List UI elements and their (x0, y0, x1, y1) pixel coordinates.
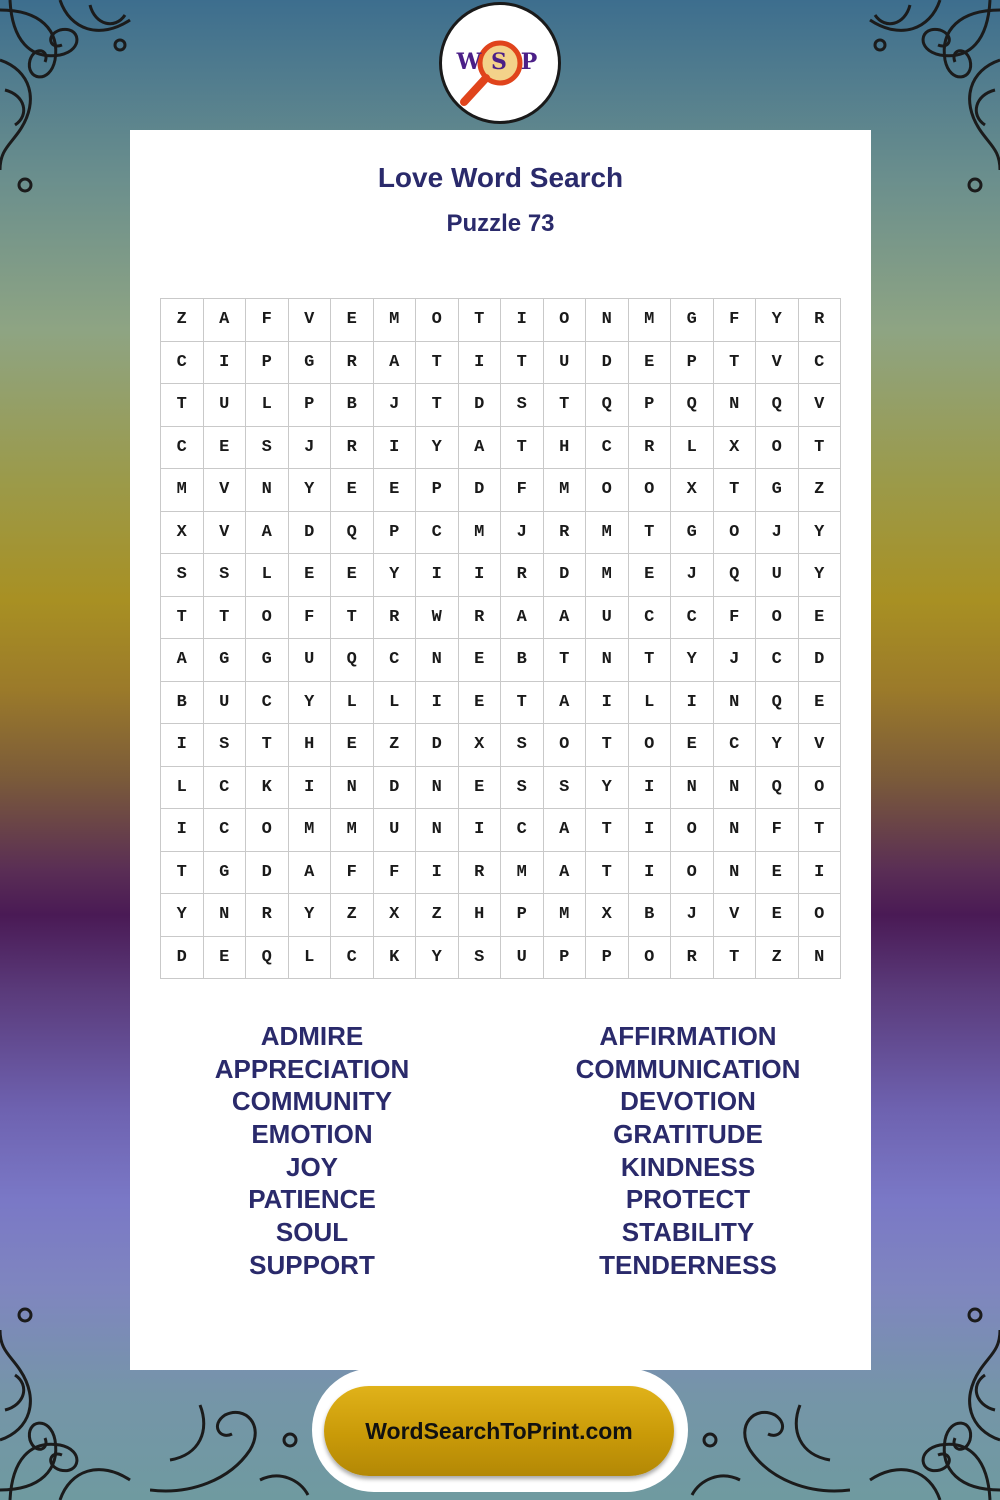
grid-cell[interactable]: M (374, 299, 417, 342)
grid-cell[interactable]: Y (289, 469, 332, 512)
grid-cell[interactable]: C (374, 639, 417, 682)
grid-cell[interactable]: M (161, 469, 204, 512)
grid-cell[interactable]: X (161, 512, 204, 555)
grid-cell[interactable]: O (246, 809, 289, 852)
grid-cell[interactable]: I (161, 809, 204, 852)
grid-cell[interactable]: I (671, 682, 714, 725)
scroll-ornament-bottom-right (690, 1370, 850, 1500)
word-list-item: SOUL (275, 1217, 349, 1248)
grid-cell[interactable]: H (459, 894, 502, 937)
grid-cell[interactable]: F (756, 809, 799, 852)
grid-cell[interactable]: I (374, 427, 417, 470)
grid-cell[interactable]: T (586, 724, 629, 767)
grid-cell[interactable]: O (629, 469, 672, 512)
grid-cell[interactable]: O (629, 724, 672, 767)
word-list-item: ADMIRE (260, 1021, 364, 1051)
grid-cell[interactable]: A (544, 809, 587, 852)
grid-cell[interactable]: C (501, 809, 544, 852)
grid-cell[interactable]: J (374, 384, 417, 427)
grid-cell[interactable]: I (459, 809, 502, 852)
word-list-item: EMOTION (251, 1119, 373, 1150)
grid-cell[interactable]: A (161, 639, 204, 682)
grid-cell[interactable]: Y (586, 767, 629, 810)
logo-letter-w: W (456, 49, 484, 75)
footer-button-frame (312, 1368, 688, 1492)
grid-cell[interactable]: G (204, 852, 247, 895)
word-list-item: GRATITUDE (613, 1119, 763, 1150)
grid-cell[interactable]: U (204, 384, 247, 427)
grid-cell[interactable]: M (501, 852, 544, 895)
word-list-item: COMMUNICATION (575, 1053, 801, 1084)
grid-cell[interactable]: D (586, 342, 629, 385)
grid-cell[interactable]: Q (714, 554, 757, 597)
grid-cell[interactable]: C (416, 512, 459, 555)
grid-cell[interactable]: N (204, 894, 247, 937)
grid-cell[interactable]: D (459, 469, 502, 512)
grid-cell[interactable]: P (289, 384, 332, 427)
grid-cell[interactable]: B (629, 894, 672, 937)
grid-cell[interactable]: O (756, 427, 799, 470)
grid-cell[interactable]: Y (289, 894, 332, 937)
grid-cell[interactable]: I (629, 809, 672, 852)
grid-cell[interactable]: C (671, 597, 714, 640)
grid-cell[interactable]: O (799, 767, 842, 810)
grid-cell[interactable]: J (671, 894, 714, 937)
grid-cell[interactable]: B (161, 682, 204, 725)
grid-cell[interactable]: E (671, 724, 714, 767)
grid-cell[interactable]: E (331, 469, 374, 512)
grid-cell[interactable]: I (459, 554, 502, 597)
word-list-item: PATIENCE (248, 1184, 376, 1215)
grid-cell[interactable]: V (714, 894, 757, 937)
grid-cell[interactable]: E (756, 852, 799, 895)
grid-cell[interactable]: W (416, 597, 459, 640)
grid-cell[interactable]: N (416, 809, 459, 852)
grid-cell[interactable]: N (416, 767, 459, 810)
grid-cell[interactable]: R (799, 299, 842, 342)
grid-cell[interactable]: G (756, 469, 799, 512)
page-title: Love Word Search (377, 162, 624, 193)
grid-cell[interactable]: D (416, 724, 459, 767)
grid-cell[interactable]: V (756, 342, 799, 385)
grid-cell[interactable]: Q (756, 767, 799, 810)
grid-cell[interactable]: I (416, 682, 459, 725)
website-button[interactable]: WordSearchToPrint.com (324, 1386, 674, 1476)
grid-cell[interactable]: Q (331, 512, 374, 555)
word-list-item: AFFIRMATION (599, 1021, 777, 1051)
grid-cell[interactable]: U (204, 682, 247, 725)
grid-cell[interactable]: L (289, 937, 332, 980)
grid-cell[interactable]: T (161, 384, 204, 427)
grid-cell[interactable]: L (331, 682, 374, 725)
grid-cell[interactable]: R (331, 342, 374, 385)
grid-cell[interactable]: R (459, 597, 502, 640)
grid-cell[interactable]: Y (161, 894, 204, 937)
grid-cell[interactable]: M (586, 554, 629, 597)
grid-cell[interactable]: F (289, 597, 332, 640)
grid-cell[interactable]: N (331, 767, 374, 810)
grid-cell[interactable]: Q (586, 384, 629, 427)
grid-cell[interactable]: A (544, 852, 587, 895)
grid-cell[interactable]: S (544, 767, 587, 810)
grid-cell[interactable]: I (629, 852, 672, 895)
grid-cell[interactable]: D (246, 852, 289, 895)
grid-cell[interactable]: E (459, 639, 502, 682)
grid-cell[interactable]: I (204, 342, 247, 385)
grid-cell[interactable]: Q (331, 639, 374, 682)
grid-cell[interactable]: T (799, 809, 842, 852)
grid-cell[interactable]: E (756, 894, 799, 937)
grid-cell[interactable]: Y (799, 554, 842, 597)
grid-cell[interactable]: L (246, 554, 289, 597)
corner-ornament-bottom-right (860, 1300, 1000, 1500)
grid-cell[interactable]: N (416, 639, 459, 682)
grid-cell[interactable]: O (671, 809, 714, 852)
grid-cell[interactable]: N (586, 639, 629, 682)
grid-cell[interactable]: O (544, 299, 587, 342)
grid-cell[interactable]: Z (416, 894, 459, 937)
puzzle-number: Puzzle 73 (446, 210, 555, 237)
grid-cell[interactable]: M (544, 469, 587, 512)
grid-cell[interactable]: O (586, 469, 629, 512)
grid-cell[interactable]: R (246, 894, 289, 937)
grid-cell[interactable]: M (586, 512, 629, 555)
grid-cell[interactable]: S (501, 384, 544, 427)
grid-cell[interactable]: O (416, 299, 459, 342)
grid-cell[interactable]: N (246, 469, 289, 512)
grid-cell[interactable]: K (374, 937, 417, 980)
grid-cell[interactable]: A (374, 342, 417, 385)
grid-cell[interactable]: O (671, 852, 714, 895)
grid-cell[interactable]: Z (799, 469, 842, 512)
grid-cell[interactable]: Y (756, 299, 799, 342)
grid-cell[interactable]: Q (756, 682, 799, 725)
grid-cell[interactable]: T (544, 639, 587, 682)
grid-cell[interactable]: F (374, 852, 417, 895)
grid-cell[interactable]: X (714, 427, 757, 470)
grid-cell[interactable]: A (544, 682, 587, 725)
grid-cell[interactable]: S (246, 427, 289, 470)
grid-cell[interactable]: O (756, 597, 799, 640)
grid-cell[interactable]: T (331, 597, 374, 640)
grid-cell[interactable]: D (544, 554, 587, 597)
grid-cell[interactable]: U (374, 809, 417, 852)
word-list-item: TENDERNESS (599, 1249, 777, 1280)
word-list-item: DEVOTION (620, 1086, 756, 1117)
grid-cell[interactable]: L (161, 767, 204, 810)
grid-cell[interactable]: G (289, 342, 332, 385)
grid-cell[interactable]: X (459, 724, 502, 767)
wsp-logo (439, 2, 561, 124)
grid-cell[interactable]: Y (799, 512, 842, 555)
grid-cell[interactable]: C (204, 767, 247, 810)
grid-cell[interactable]: P (374, 512, 417, 555)
grid-cell[interactable]: Z (374, 724, 417, 767)
grid-cell[interactable]: V (289, 299, 332, 342)
grid-cell[interactable]: U (756, 554, 799, 597)
grid-cell[interactable]: A (204, 299, 247, 342)
grid-cell[interactable]: A (501, 597, 544, 640)
grid-cell[interactable]: C (246, 682, 289, 725)
grid-cell[interactable]: J (671, 554, 714, 597)
grid-cell[interactable]: C (629, 597, 672, 640)
grid-cell[interactable]: I (161, 724, 204, 767)
grid-cell[interactable]: M (544, 894, 587, 937)
grid-cell[interactable]: Q (756, 384, 799, 427)
grid-cell[interactable]: J (289, 427, 332, 470)
grid-cell[interactable]: D (799, 639, 842, 682)
grid-cell[interactable]: C (161, 427, 204, 470)
grid-cell[interactable]: T (586, 809, 629, 852)
grid-cell[interactable]: T (799, 427, 842, 470)
grid-cell[interactable]: P (671, 342, 714, 385)
grid-cell[interactable]: R (331, 427, 374, 470)
grid-cell[interactable]: V (204, 512, 247, 555)
grid-cell[interactable]: E (331, 299, 374, 342)
grid-cell[interactable]: S (459, 937, 502, 980)
grid-cell[interactable]: G (671, 299, 714, 342)
grid-cell[interactable]: H (544, 427, 587, 470)
grid-cell[interactable]: T (714, 342, 757, 385)
grid-cell[interactable]: J (756, 512, 799, 555)
corner-ornament-bottom-left (0, 1300, 140, 1500)
grid-cell[interactable]: V (204, 469, 247, 512)
word-list-item: COMMUNITY (231, 1086, 393, 1117)
grid-cell[interactable]: T (246, 724, 289, 767)
grid-cell[interactable]: M (459, 512, 502, 555)
word-list-left (162, 1020, 462, 1282)
grid-cell[interactable]: R (544, 512, 587, 555)
grid-cell[interactable]: D (161, 937, 204, 980)
grid-cell[interactable]: I (586, 682, 629, 725)
corner-ornament-top-left (0, 0, 140, 200)
grid-cell[interactable]: D (459, 384, 502, 427)
grid-cell[interactable]: G (246, 639, 289, 682)
grid-cell[interactable]: C (714, 724, 757, 767)
grid-cell[interactable]: R (629, 427, 672, 470)
word-list-item: KINDNESS (620, 1151, 756, 1182)
grid-cell[interactable]: C (161, 342, 204, 385)
grid-cell[interactable]: U (586, 597, 629, 640)
grid-cell[interactable]: O (246, 597, 289, 640)
grid-cell[interactable]: S (204, 724, 247, 767)
grid-cell[interactable]: D (289, 512, 332, 555)
grid-cell[interactable]: T (501, 342, 544, 385)
grid-cell[interactable]: F (714, 597, 757, 640)
grid-cell[interactable]: P (501, 894, 544, 937)
grid-cell[interactable]: S (161, 554, 204, 597)
grid-cell[interactable]: S (501, 724, 544, 767)
word-list-item: PROTECT (625, 1184, 751, 1215)
grid-cell[interactable]: T (629, 639, 672, 682)
grid-cell[interactable]: B (331, 384, 374, 427)
grid-cell[interactable]: Q (246, 937, 289, 980)
grid-cell[interactable]: Y (756, 724, 799, 767)
grid-cell[interactable]: C (331, 937, 374, 980)
grid-cell[interactable]: F (501, 469, 544, 512)
letter-grid (160, 298, 841, 979)
grid-cell[interactable]: C (586, 427, 629, 470)
grid-cell[interactable]: T (544, 384, 587, 427)
grid-cell[interactable]: D (374, 767, 417, 810)
grid-cell[interactable]: O (629, 937, 672, 980)
grid-cell[interactable]: Y (374, 554, 417, 597)
word-list-right (538, 1020, 838, 1282)
grid-cell[interactable]: K (246, 767, 289, 810)
grid-cell[interactable]: I (416, 554, 459, 597)
grid-cell[interactable]: N (714, 384, 757, 427)
grid-cell[interactable]: I (416, 852, 459, 895)
grid-cell[interactable]: J (501, 512, 544, 555)
grid-cell[interactable]: N (714, 809, 757, 852)
grid-cell[interactable]: E (331, 724, 374, 767)
grid-cell[interactable]: F (246, 299, 289, 342)
grid-cell[interactable]: N (714, 682, 757, 725)
grid-cell[interactable]: T (416, 342, 459, 385)
grid-cell[interactable]: N (714, 852, 757, 895)
grid-cell[interactable]: L (671, 427, 714, 470)
grid-cell[interactable]: T (501, 682, 544, 725)
grid-cell[interactable]: G (671, 512, 714, 555)
grid-cell[interactable]: A (289, 852, 332, 895)
grid-cell[interactable]: T (501, 427, 544, 470)
grid-cell[interactable]: L (374, 682, 417, 725)
grid-cell[interactable]: T (629, 512, 672, 555)
grid-cell[interactable]: V (799, 384, 842, 427)
grid-cell[interactable]: E (799, 682, 842, 725)
grid-cell[interactable]: X (374, 894, 417, 937)
grid-cell[interactable]: X (586, 894, 629, 937)
grid-cell[interactable]: P (246, 342, 289, 385)
word-list-item: SUPPORT (249, 1249, 375, 1280)
grid-cell[interactable]: E (374, 469, 417, 512)
grid-cell[interactable]: A (459, 427, 502, 470)
grid-cell[interactable]: E (799, 597, 842, 640)
grid-cell[interactable]: E (289, 554, 332, 597)
grid-cell[interactable]: E (204, 427, 247, 470)
corner-ornament-top-right (860, 0, 1000, 200)
grid-cell[interactable]: V (799, 724, 842, 767)
grid-cell[interactable]: L (629, 682, 672, 725)
grid-cell[interactable]: E (331, 554, 374, 597)
grid-cell[interactable]: E (629, 342, 672, 385)
grid-cell[interactable]: I (289, 767, 332, 810)
grid-cell[interactable]: L (246, 384, 289, 427)
grid-cell[interactable]: R (374, 597, 417, 640)
grid-cell[interactable]: Z (756, 937, 799, 980)
grid-cell[interactable]: E (629, 554, 672, 597)
grid-cell[interactable]: T (161, 597, 204, 640)
grid-cell[interactable]: Z (331, 894, 374, 937)
word-list-item: JOY (285, 1151, 339, 1182)
grid-cell[interactable]: S (204, 554, 247, 597)
grid-cell[interactable]: Y (416, 937, 459, 980)
grid-cell[interactable]: P (416, 469, 459, 512)
grid-cell[interactable]: A (246, 512, 289, 555)
grid-cell[interactable]: T (714, 937, 757, 980)
grid-cell[interactable]: O (714, 512, 757, 555)
grid-cell[interactable]: X (671, 469, 714, 512)
grid-cell[interactable]: Y (671, 639, 714, 682)
grid-cell[interactable]: H (289, 724, 332, 767)
grid-cell[interactable]: T (714, 469, 757, 512)
grid-cell[interactable]: E (459, 682, 502, 725)
grid-cell[interactable]: C (756, 639, 799, 682)
grid-cell[interactable]: S (501, 767, 544, 810)
grid-cell[interactable]: I (459, 342, 502, 385)
grid-cell[interactable]: J (714, 639, 757, 682)
grid-cell[interactable]: Y (289, 682, 332, 725)
grid-cell[interactable]: N (671, 767, 714, 810)
grid-cell[interactable]: T (161, 852, 204, 895)
grid-cell[interactable]: O (544, 724, 587, 767)
word-list-item: STABILITY (621, 1217, 755, 1248)
grid-cell[interactable]: T (416, 384, 459, 427)
grid-cell[interactable]: C (799, 342, 842, 385)
grid-cell[interactable]: T (459, 299, 502, 342)
grid-cell[interactable]: I (629, 767, 672, 810)
grid-cell[interactable]: A (544, 597, 587, 640)
scroll-ornament-bottom-left (150, 1370, 310, 1500)
grid-cell[interactable]: Q (671, 384, 714, 427)
grid-cell[interactable]: F (331, 852, 374, 895)
grid-cell[interactable]: P (586, 937, 629, 980)
grid-cell[interactable]: R (459, 852, 502, 895)
grid-cell[interactable]: P (544, 937, 587, 980)
grid-cell[interactable]: M (629, 299, 672, 342)
grid-cell[interactable]: T (586, 852, 629, 895)
grid-cell[interactable]: U (544, 342, 587, 385)
grid-cell[interactable]: M (289, 809, 332, 852)
grid-cell[interactable]: Y (416, 427, 459, 470)
grid-cell[interactable]: B (501, 639, 544, 682)
grid-cell[interactable]: U (289, 639, 332, 682)
grid-cell[interactable]: Z (161, 299, 204, 342)
grid-cell[interactable]: N (799, 937, 842, 980)
grid-cell[interactable]: T (204, 597, 247, 640)
grid-cell[interactable]: E (204, 937, 247, 980)
grid-cell[interactable]: F (714, 299, 757, 342)
grid-cell[interactable]: N (714, 767, 757, 810)
grid-cell[interactable]: I (799, 852, 842, 895)
logo-letter-s: S (491, 49, 509, 75)
grid-cell[interactable]: E (459, 767, 502, 810)
grid-cell[interactable]: I (501, 299, 544, 342)
grid-cell[interactable]: M (331, 809, 374, 852)
word-list-item: APPRECIATION (214, 1053, 410, 1084)
logo-letter-p: P (520, 49, 540, 75)
grid-cell[interactable]: O (799, 894, 842, 937)
grid-cell[interactable]: N (586, 299, 629, 342)
grid-cell[interactable]: C (204, 809, 247, 852)
grid-cell[interactable]: U (501, 937, 544, 980)
grid-cell[interactable]: R (671, 937, 714, 980)
grid-cell[interactable]: P (629, 384, 672, 427)
grid-cell[interactable]: R (501, 554, 544, 597)
grid-cell[interactable]: G (204, 639, 247, 682)
